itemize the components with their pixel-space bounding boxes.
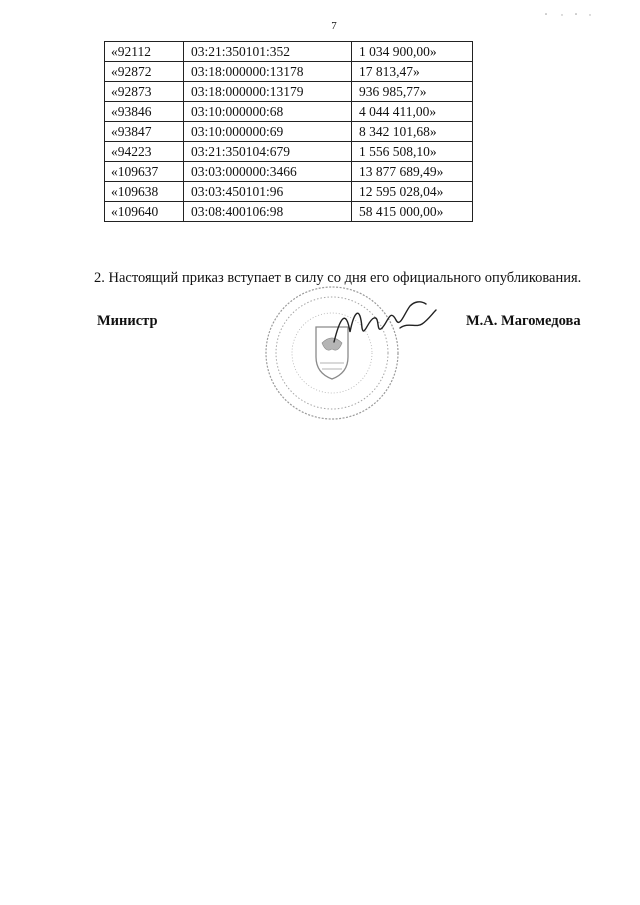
row-number-cell: «94223 bbox=[105, 142, 184, 162]
cadastral-number-cell: 03:08:400106:98 bbox=[184, 202, 352, 222]
cadastral-value-cell: 12 595 028,04» bbox=[352, 182, 473, 202]
paragraph-effective-date: 2. Настоящий приказ вступает в силу со дня его официального опубликования. bbox=[94, 270, 582, 286]
table-row bbox=[105, 142, 473, 162]
cadastral-number-cell: 03:18:000000:13179 bbox=[184, 82, 352, 102]
cadastral-value-cell: 1 556 508,10» bbox=[352, 142, 473, 162]
table-row bbox=[105, 62, 473, 82]
cadastral-number-cell: 03:03:000000:3466 bbox=[184, 162, 352, 182]
cadastral-value-cell: 4 044 411,00» bbox=[352, 102, 473, 122]
cadastral-value-cell: 8 342 101,68» bbox=[352, 122, 473, 142]
row-number-cell: «93847 bbox=[105, 122, 184, 142]
row-number-cell: «109640 bbox=[105, 202, 184, 222]
table-row bbox=[105, 102, 473, 122]
signatory-title: Министр bbox=[97, 313, 158, 329]
handwritten-signature bbox=[330, 298, 440, 353]
cadastral-number-cell: 03:10:000000:68 bbox=[184, 102, 352, 122]
row-number-cell: «109637 bbox=[105, 162, 184, 182]
table-row bbox=[105, 42, 473, 62]
table-row bbox=[105, 162, 473, 182]
cadastral-value-cell: 58 415 000,00» bbox=[352, 202, 473, 222]
row-number-cell: «93846 bbox=[105, 102, 184, 122]
cadastral-value-cell: 17 813,47» bbox=[352, 62, 473, 82]
cadastral-value-table bbox=[104, 41, 473, 222]
signatory-name: М.А. Магомедова bbox=[466, 313, 581, 329]
cadastral-value-cell: 936 985,77» bbox=[352, 82, 473, 102]
row-number-cell: «92112 bbox=[105, 42, 184, 62]
scan-specks bbox=[540, 8, 600, 20]
cadastral-number-cell: 03:21:350101:352 bbox=[184, 42, 352, 62]
table-row bbox=[105, 122, 473, 142]
row-number-cell: «109638 bbox=[105, 182, 184, 202]
table-row bbox=[105, 202, 473, 222]
cadastral-number-cell: 03:18:000000:13178 bbox=[184, 62, 352, 82]
cadastral-number-cell: 03:03:450101:96 bbox=[184, 182, 352, 202]
cadastral-number-cell: 03:10:000000:69 bbox=[184, 122, 352, 142]
table-row bbox=[105, 182, 473, 202]
cadastral-value-cell: 13 877 689,49» bbox=[352, 162, 473, 182]
page-number: 7 bbox=[331, 20, 337, 32]
row-number-cell: «92872 bbox=[105, 62, 184, 82]
row-number-cell: «92873 bbox=[105, 82, 184, 102]
cadastral-value-cell: 1 034 900,00» bbox=[352, 42, 473, 62]
table-row bbox=[105, 82, 473, 102]
cadastral-number-cell: 03:21:350104:679 bbox=[184, 142, 352, 162]
